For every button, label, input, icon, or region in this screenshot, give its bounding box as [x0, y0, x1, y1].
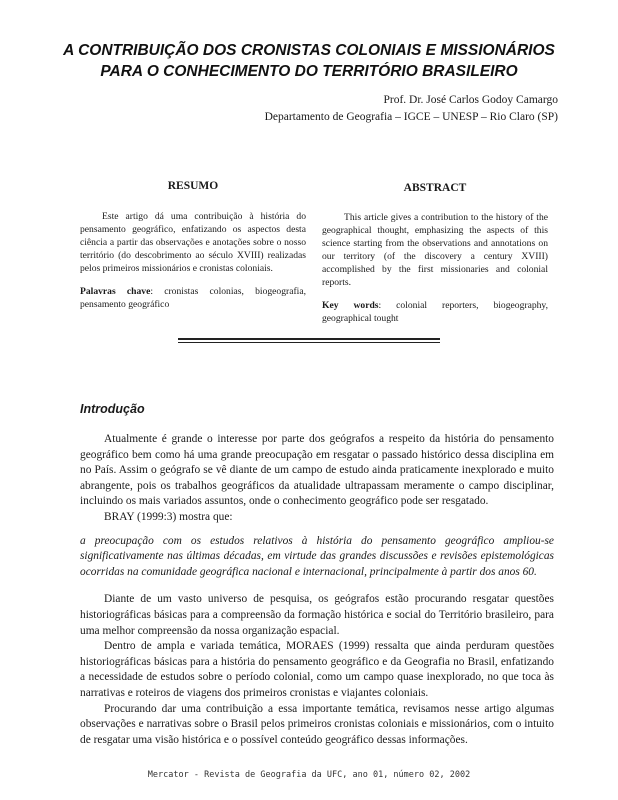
abstract-column	[322, 211, 548, 325]
resumo-heading: RESUMO	[167, 180, 219, 192]
divider-thick	[178, 338, 440, 340]
abstract-heading: ABSTRACT	[403, 182, 467, 194]
paragraph-5: Procurando dar uma contribuição a essa importante temática, revisamos nesse artigo algumas observações e narrativas sobre o Brasil pelos primeiros cronistas coloniais e missionários, com o intuito de resgatar uma visão histórica e o possível conteúdo geográfico dessas informações.	[80, 702, 554, 746]
resumo-text: Este artigo dá uma contribuição à história do pensamento geográfico, enfatizando os aspectos desta ciência a partir das observações e anotações sobre o nosso território (do descobrimento ao século XVIII) realizadas pelos primeiros missionários e cronistas coloniais.	[80, 211, 306, 274]
abstract-text: This article gives a contribution to the history of the geographical thought, emphasizing the aspects of this science starting from the observations and annotations on our territory (of the discovery a century XVIII) accomplished by the first missionaries and colonial reports.	[322, 212, 548, 288]
resumo-keywords	[80, 285, 306, 311]
resumo-keywords-label: Palavras chave	[80, 286, 151, 297]
resumo-keywords-list: : cronistas colonias, biogeografia, pensamento geográfico	[80, 286, 306, 310]
section-heading: Introdução	[80, 402, 145, 416]
title-line-1: A CONTRIBUIÇÃO DOS CRONISTAS COLONIAIS E MISSIONÁRIOS	[63, 42, 555, 59]
abstract-keywords-label: Key words	[322, 300, 379, 311]
page-footer: Mercator - Revista de Geografia da UFC, ano 01, número 02, 2002	[147, 770, 471, 780]
paragraph-1: Atualmente é grande o interesse por parte dos geógrafos a respeito da história do pensamento geográfico bem como há uma grande preocupação em resgatar o passado histórico dessa disciplina em no País. Assim o geógrafo se vê diante de um campo de estudo ainda praticamente inexplorado e muito abrangente, pois os trabalhos geográficos da atualidade ultrapassam meramente o campo disciplinar, incluindo os mais variados assuntos, onde o conhecimento geográfico pode ser resgatado.	[80, 433, 554, 508]
author-block	[265, 92, 558, 126]
author-affiliation: Departamento de Geografia – IGCE – UNESP – Rio Claro (SP)	[264, 111, 558, 123]
paragraph-2: BRAY (1999:3) mostra que:	[104, 510, 233, 523]
article-title	[40, 40, 578, 82]
paragraph-3: Diante de um vasto universo de pesquisa, os geógrafos estão procurando resgatar questões historiográficas básicas para a compreensão da formação histórica e social do Território brasileiro, para uma melhor compreensão da nossa organização espacial.	[80, 593, 554, 637]
block-quote: a preocupação com os estudos relativos à história do pensamento geográfico ampliou-se significativamente nas últimas décadas, em virtude das grandes discussões e revisões epistemológicas ocorridas na comunidade geográfica nacional e internacional, principalmente à partir dos anos 60.	[80, 534, 554, 578]
abstract-keywords	[322, 299, 548, 325]
paragraph-4: Dentro de ampla e variada temática, MORAES (1999) ressalta que ainda perduram questões historiográficas básicas para a história do pensamento geográfico e da Geografia no Brasil, enfatizando a necessidade de estudos sobre o período colonial, como um campo quase inexplorado, no que toca às narrativas e roteiros de viagens dos primeiros cronistas e viajantes coloniais.	[80, 640, 554, 699]
abstract-keywords-list: : colonial reporters, biogeography, geographical tought	[322, 300, 548, 324]
author-name: Prof. Dr. José Carlos Godoy Camargo	[383, 94, 558, 106]
title-line-2: PARA O CONHECIMENTO DO TERRITÓRIO BRASILEIRO	[100, 63, 518, 80]
divider-thin	[178, 342, 440, 343]
resumo-column	[80, 210, 306, 311]
body-text	[80, 432, 554, 748]
